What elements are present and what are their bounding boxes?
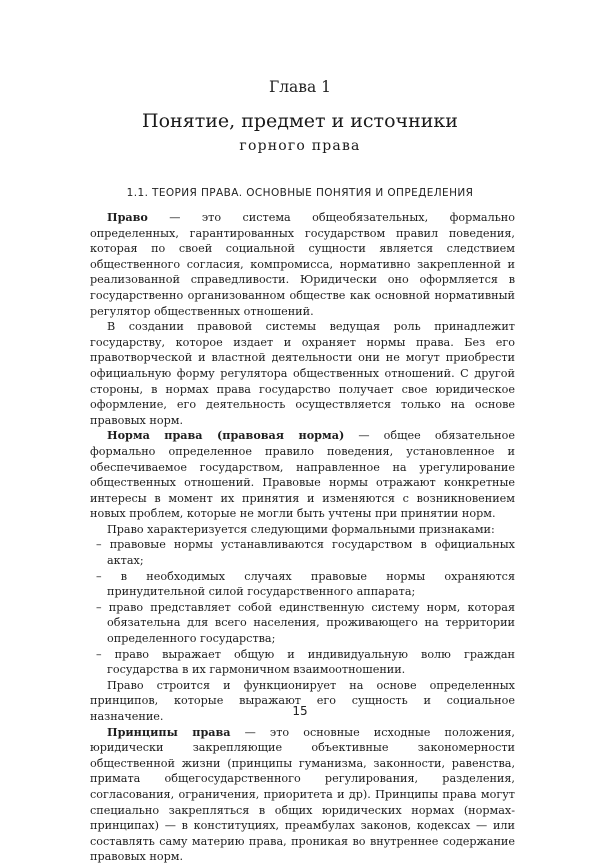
paragraph: Право характеризуется следующими формальными признаками: <box>107 522 495 536</box>
page-number: 15 <box>292 704 308 718</box>
term: Право <box>107 210 148 224</box>
paragraph-text: — общее обязательное формально определенное правило поведения, установленное и обеспечиваемое государством, направленное на урегулирование общественных отношений. Правовые нормы отражают конкретные интересы в момент их принятия и изменяются с возникновением новых проблем, которые не могли быть учтены при принятии норм. <box>90 429 515 521</box>
chapter-title-line1: Понятие, предмет и источники <box>142 110 458 132</box>
list-item: – право выражает общую и индивидуальную волю граждан государства в их гармоничном взаимоотношении. <box>96 647 515 677</box>
paragraph-text: — это система общеобязательных, формально определенных, гарантированных государством правил поведения, которая по своей социальной сущности является следствием общественного согласия, компромисса, нормативно закрепленной и реализованной справедливости. Юридически оно оформляется в государственно организованном обществе как основной нормативный регулятор общественных отношений. <box>90 211 515 318</box>
term: Принципы права <box>107 724 231 739</box>
feature-list <box>90 537 515 677</box>
paragraph <box>90 725 515 865</box>
chapter-title-line2: горного права <box>239 138 361 154</box>
paragraph: Право строится и функционирует на основе определенных принципов, которые выражают его сущность и социальное назначение. <box>90 678 515 723</box>
paragraph <box>90 428 515 522</box>
section-heading: 1.1. ТЕОРИЯ ПРАВА. ОСНОВНЫЕ ПОНЯТИЯ И ОПРЕДЕЛЕНИЯ <box>126 187 474 199</box>
list-item: – в необходимых случаях правовые нормы охраняются принудительной силой государственного аппарата; <box>96 569 515 599</box>
body-text <box>90 210 515 865</box>
list-item: – право представляет собой единственную систему норм, которая обязательна для всего населения, проживающего на территории определенного государства; <box>96 600 515 646</box>
chapter-label: Глава 1 <box>268 78 332 96</box>
paragraph-text: — это основные исходные положения, юридически закрепляющие объективные закономерности общественной жизни (принципы гуманизма, законности, равенства, примата общегосударственного регулирования, разделения, согласования, ограничения, приоритета и др). Принципы права могут специально закрепляться в общих юридических нормах (нормах-принципах) — в конституциях, преамбулах законов, кодексах — или составлять саму материю права, проникая во внутреннее содержание правовых норм. <box>90 725 515 864</box>
paragraph <box>90 210 515 319</box>
list-item: – правовые нормы устанавливаются государством в официальных актах; <box>96 538 515 568</box>
paragraph: В создании правовой системы ведущая роль принадлежит государству, которое издает и охраняет нормы права. Без его правотворческой и властной деятельности они не могут приобрести официальную форму регулятора общественных отношений. С другой стороны, в нормах права государство получает свое юридическое оформление, его деятельность осуществляется только на основе правовых норм. <box>90 320 515 427</box>
term: Норма права (правовая норма) <box>107 428 345 443</box>
